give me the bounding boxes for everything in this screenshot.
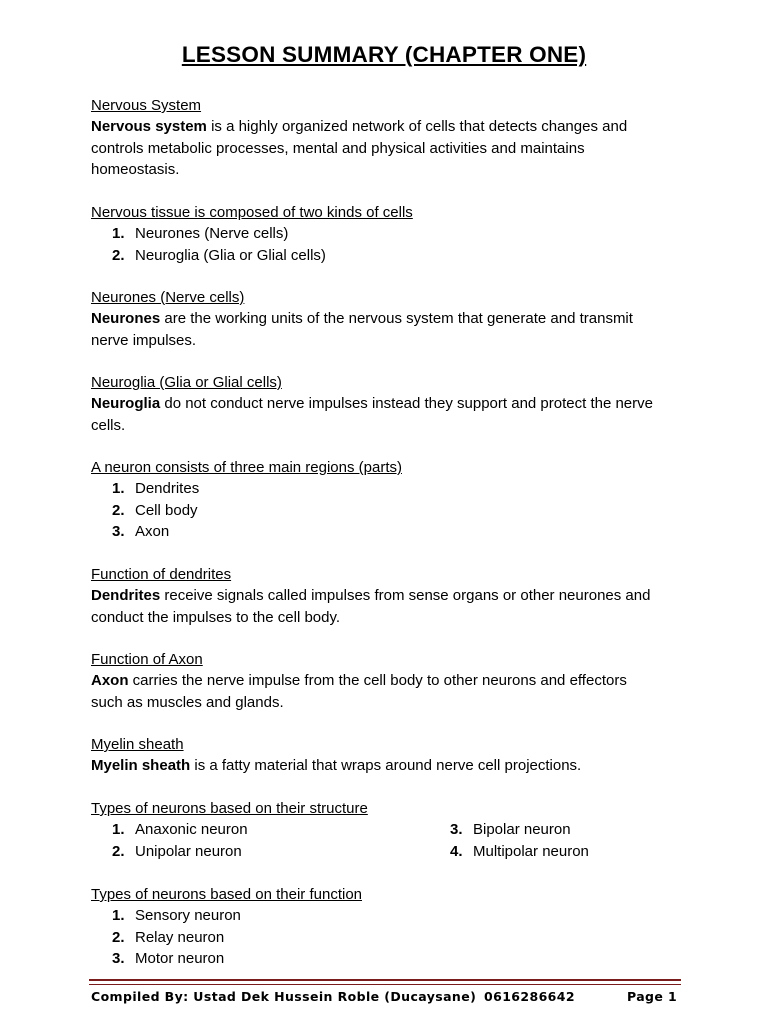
list-item-text: Sensory neuron xyxy=(135,907,241,925)
list-number: 4. xyxy=(450,842,463,860)
footer-credit: Compiled By: Ustad Dek Hussein Roble (Ducaysane) xyxy=(91,989,477,1004)
page-footer xyxy=(91,989,681,1007)
list-item xyxy=(429,819,689,840)
section-dendrites xyxy=(91,564,691,628)
definition-text: carries the nerve impulse from the cell body to other neurons and effectors xyxy=(128,672,627,690)
list-number: 3. xyxy=(112,522,125,540)
definition-text: cells. xyxy=(91,416,126,434)
term: Neurones xyxy=(91,310,161,328)
definition-text: is a highly organized network of cells that detects changes and xyxy=(206,118,628,136)
section-neuroglia xyxy=(91,372,691,436)
definition-text: is a fatty material that wraps around nerve cell projections. xyxy=(190,757,582,775)
section-neuron-regions xyxy=(91,457,691,542)
section-function-types xyxy=(91,884,691,969)
list-item-text: Motor neuron xyxy=(135,949,225,967)
list-number: 2. xyxy=(112,246,125,264)
list-number: 3. xyxy=(112,949,125,967)
section-nervous-tissue xyxy=(91,202,691,266)
section-myelin-sheath xyxy=(91,734,691,777)
section-axon xyxy=(91,649,691,713)
list-item-text: Bipolar neuron xyxy=(473,821,571,839)
list-item-text: Axon xyxy=(135,522,170,540)
list-number: 3. xyxy=(450,821,463,839)
term: Nervous system xyxy=(91,118,207,136)
term: Axon xyxy=(91,672,129,690)
cell-kinds-list xyxy=(91,223,691,266)
list-number: 2. xyxy=(112,928,125,946)
definition-text: conduct the impulses to the cell body. xyxy=(91,608,341,626)
section-heading: Nervous System xyxy=(91,97,202,114)
footer-rule xyxy=(89,979,681,981)
definition-text: are the working units of the nervous system that generate and transmit xyxy=(160,310,633,328)
definition-text: do not conduct nerve impulses instead they support and protect the nerve xyxy=(160,395,653,413)
list-item-text: Cell body xyxy=(135,501,198,519)
definition-text: controls metabolic processes, mental and physical activities and maintains xyxy=(91,139,585,157)
list-item-text: Multipolar neuron xyxy=(473,842,589,860)
section-heading: Neurones (Nerve cells) xyxy=(91,289,245,306)
list-item xyxy=(91,948,691,969)
list-item xyxy=(429,841,689,862)
list-number: 2. xyxy=(112,842,125,860)
list-number: 2. xyxy=(112,501,125,519)
list-item xyxy=(91,905,691,926)
list-item xyxy=(91,478,691,499)
section-heading: Function of dendrites xyxy=(91,566,232,583)
list-number: 1. xyxy=(112,821,125,839)
section-heading: Function of Axon xyxy=(91,651,203,668)
list-item xyxy=(91,245,691,266)
list-number: 1. xyxy=(112,225,125,243)
list-item-text: Neurones (Nerve cells) xyxy=(135,225,289,243)
list-item-text: Unipolar neuron xyxy=(135,842,242,860)
section-nervous-system xyxy=(91,95,691,180)
list-item-text: Anaxonic neuron xyxy=(135,821,248,839)
page-title: LESSON SUMMARY (CHAPTER ONE) xyxy=(181,42,587,67)
term: Neuroglia xyxy=(91,395,161,413)
term: Myelin sheath xyxy=(91,757,191,775)
definition-text: receive signals called impulses from sense organs or other neurones and xyxy=(160,587,651,605)
list-item xyxy=(91,927,691,948)
definition-text: nerve impulses. xyxy=(91,331,197,349)
function-list xyxy=(91,905,691,969)
section-structure-types xyxy=(91,798,691,862)
list-item-text: Dendrites xyxy=(135,480,200,498)
term: Dendrites xyxy=(91,587,161,605)
footer-rule xyxy=(89,984,681,985)
list-number: 1. xyxy=(112,480,125,498)
list-number: 1. xyxy=(112,907,125,925)
section-heading: A neuron consists of three main regions (parts) xyxy=(91,459,402,476)
list-item xyxy=(91,500,691,521)
definition-text: such as muscles and glands. xyxy=(91,693,284,711)
section-heading: Neuroglia (Glia or Glial cells) xyxy=(91,374,282,391)
footer-phone: 0616286642 xyxy=(484,989,575,1004)
definition-text: homeostasis. xyxy=(91,160,180,178)
section-heading: Myelin sheath xyxy=(91,736,184,753)
list-item xyxy=(91,223,691,244)
list-item-text: Relay neuron xyxy=(135,928,225,946)
list-item-text: Neuroglia (Glia or Glial cells) xyxy=(135,246,326,264)
section-heading: Types of neurons based on their function xyxy=(91,886,363,903)
structure-list-right xyxy=(429,819,689,862)
section-heading: Types of neurons based on their structure xyxy=(91,800,368,817)
regions-list xyxy=(91,478,691,542)
list-item xyxy=(91,521,691,542)
page-number: Page 1 xyxy=(627,989,678,1004)
section-heading: Nervous tissue is composed of two kinds of cells xyxy=(91,204,413,221)
section-neurones xyxy=(91,287,691,351)
